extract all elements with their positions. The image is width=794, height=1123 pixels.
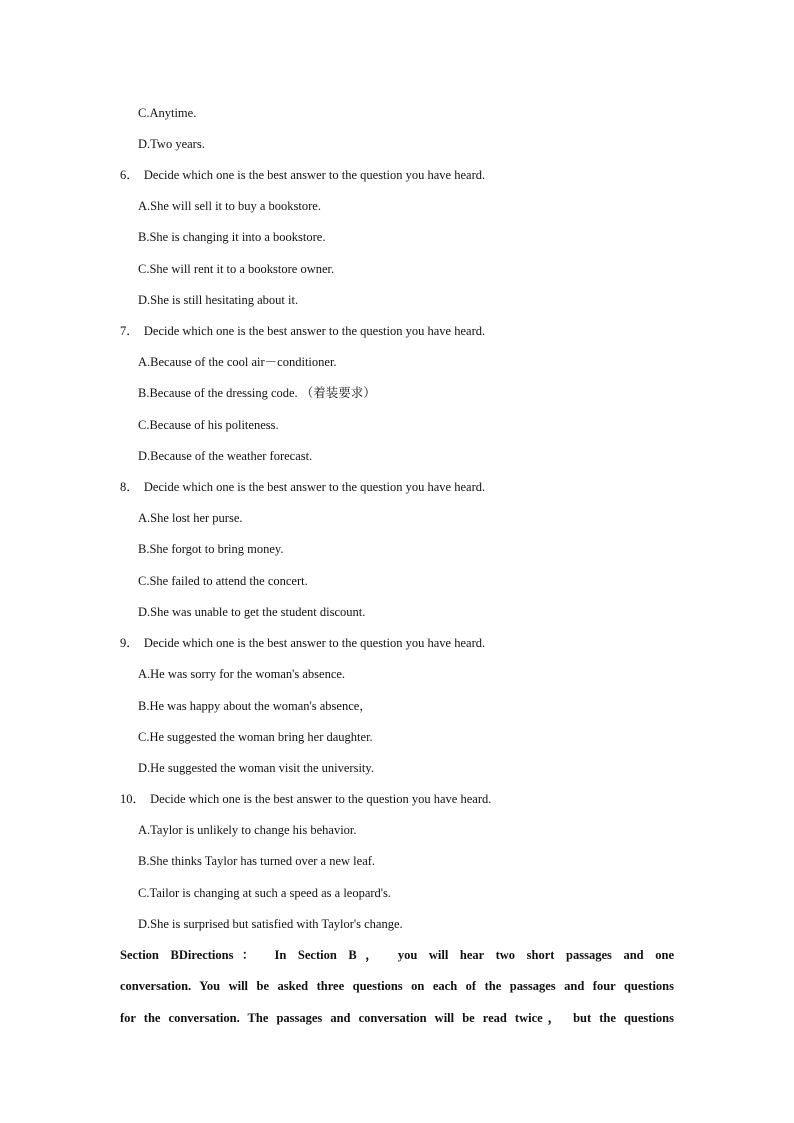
option-a-q8: A.She lost her purse.	[138, 511, 243, 525]
question-9	[120, 635, 485, 651]
question-6	[120, 167, 485, 183]
question-7	[120, 323, 485, 339]
option-d-q5: D.Two years.	[138, 137, 205, 151]
question-prompt: Decide which one is the best answer to the question you have heard.	[143, 324, 486, 338]
question-prompt: Decide which one is the best answer to the question you have heard.	[143, 636, 486, 650]
question-number: 10．	[120, 792, 146, 806]
option-b-q6: B.She is changing it into a bookstore.	[138, 230, 326, 244]
section-b-directions-line-3: for the conversation. The passages and conversation will be read twice， but the questions	[120, 1011, 674, 1025]
option-d-q10: D.She is surprised but satisfied with Taylor's change.	[138, 917, 403, 931]
option-c-q9: C.He suggested the woman bring her daughter.	[138, 730, 373, 744]
question-10	[120, 791, 491, 807]
option-b-q8: B.She forgot to bring money.	[138, 542, 284, 556]
option-c-q7: C.Because of his politeness.	[138, 418, 279, 432]
option-a-q10: A.Taylor is unlikely to change his behavior.	[138, 823, 357, 837]
option-c-q6: C.She will rent it to a bookstore owner.	[138, 262, 335, 276]
question-prompt: Decide which one is the best answer to the question you have heard.	[143, 480, 486, 494]
question-prompt: Decide which one is the best answer to the question you have heard.	[143, 168, 486, 182]
option-a-q9: A.He was sorry for the woman's absence.	[138, 667, 346, 681]
option-d-q9: D.He suggested the woman visit the university.	[138, 761, 374, 775]
question-number: 6．	[120, 168, 139, 182]
section-b-directions-line-1: Section BDirections： In Section B， you will hear two short passages and one	[120, 948, 674, 962]
option-c-q8: C.She failed to attend the concert.	[138, 574, 308, 588]
option-a-q7: A.Because of the cool air－conditioner.	[138, 355, 337, 369]
option-d-q6: D.She is still hesitating about it.	[138, 293, 299, 307]
section-b-directions-line-2: conversation. You will be asked three questions on each of the passages and four questions	[120, 979, 674, 993]
option-b-q9: B.He was happy about the woman's absence，	[138, 699, 372, 713]
option-b-q7: B.Because of the dressing code. （着装要求）	[138, 386, 376, 400]
question-8	[120, 479, 485, 495]
question-number: 9．	[120, 636, 139, 650]
question-prompt: Decide which one is the best answer to the question you have heard.	[150, 792, 492, 806]
option-c-q10: C.Tailor is changing at such a speed as a leopard's.	[138, 886, 392, 900]
option-d-q8: D.She was unable to get the student discount.	[138, 605, 366, 619]
option-c-q5: C.Anytime.	[138, 106, 197, 120]
question-number: 8．	[120, 480, 139, 494]
option-a-q6: A.She will sell it to buy a bookstore.	[138, 199, 321, 213]
option-d-q7: D.Because of the weather forecast.	[138, 449, 313, 463]
option-b-q10: B.She thinks Taylor has turned over a new leaf.	[138, 854, 376, 868]
question-number: 7．	[120, 324, 139, 338]
